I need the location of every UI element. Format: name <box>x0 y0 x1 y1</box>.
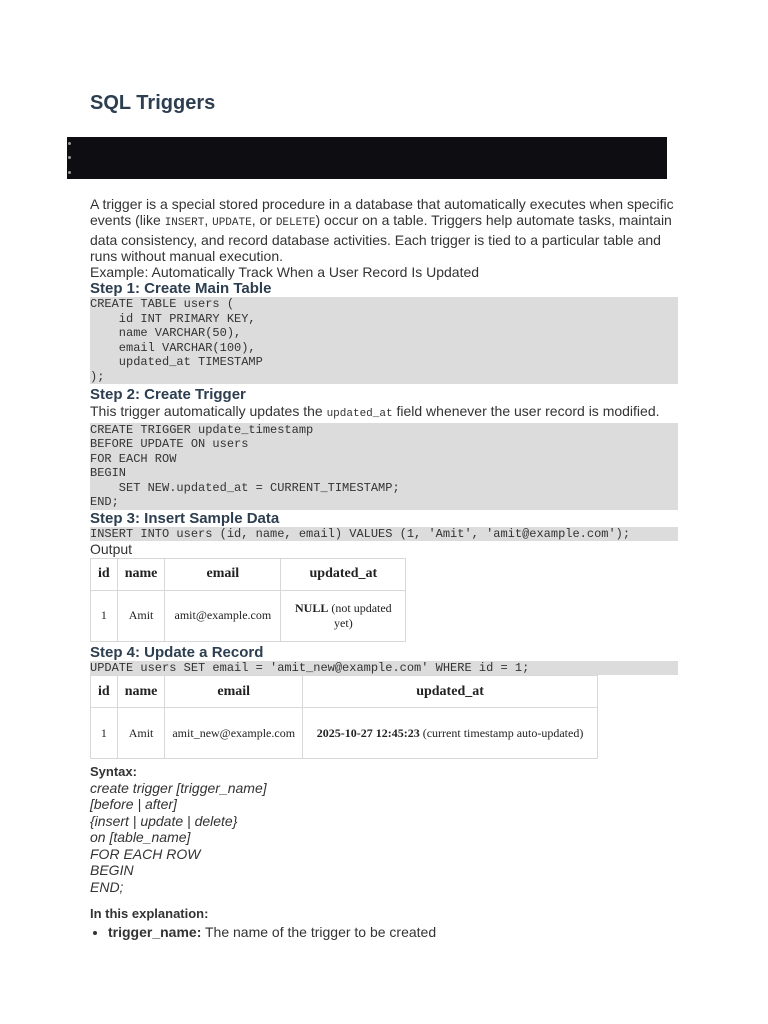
step2-heading: Step 2: Create Trigger <box>90 386 246 404</box>
table-cell: Amit <box>117 708 165 759</box>
inline-code-updated-at: updated_at <box>326 408 393 421</box>
table-cell <box>281 590 406 641</box>
step1-code-block: CREATE TABLE users ( id INT PRIMARY KEY, name VARCHAR(50), email VARCHAR(100), updated_at TIMESTAMP ); <box>90 297 678 384</box>
output-table-insert <box>90 558 406 642</box>
keyword-insert: INSERT <box>164 217 205 230</box>
column-header: email <box>165 558 281 590</box>
cell-bold-value: NULL <box>295 600 329 615</box>
cell-note: (current timestamp auto-updated) <box>419 725 584 740</box>
step1-heading: Step 1: Create Main Table <box>90 280 272 298</box>
bullet-dot <box>68 171 71 174</box>
step4-heading: Step 4: Update a Record <box>90 643 264 661</box>
table-row <box>91 708 598 759</box>
list-item-description: The name of the trigger to be created <box>201 923 437 940</box>
step2-description <box>90 403 678 422</box>
intro-text: ) occur on a table. Triggers help automate tasks, maintain data consistency, and record database activities. Each trigger is tied to a particular table and runs without manual execution. <box>90 212 672 264</box>
table-cell: amit@example.com <box>165 590 281 641</box>
cell-bold-value: 2025-10-27 12:45:23 <box>316 725 420 740</box>
step4-code-block: UPDATE users SET email = 'amit_new@example.com' WHERE id = 1; <box>90 661 678 676</box>
table-cell: 1 <box>91 590 118 641</box>
intro-text: A trigger is a special stored procedure in a database that automatically executes when specific events (like <box>90 196 674 229</box>
article-content <box>90 196 678 940</box>
syntax-heading: Syntax: <box>90 764 137 780</box>
step2-text: field whenever the user record is modified. <box>392 403 660 420</box>
keyword-delete: DELETE <box>275 217 316 230</box>
explanation-list <box>90 924 678 940</box>
cell-note: (not updated yet) <box>328 600 392 630</box>
syntax-line: [before | after] <box>90 796 177 813</box>
table-header-row <box>91 558 406 590</box>
column-header: name <box>117 558 165 590</box>
column-header: updated_at <box>281 558 406 590</box>
table-cell: amit_new@example.com <box>165 708 303 759</box>
intro-separator: , <box>204 212 213 229</box>
step3-heading: Step 3: Insert Sample Data <box>90 509 280 527</box>
list-item-term: trigger_name: <box>108 923 202 940</box>
column-header: email <box>165 676 303 708</box>
step2-code-block: CREATE TRIGGER update_timestamp BEFORE UPDATE ON users FOR EACH ROW BEGIN SET NEW.updated_at = CURRENT_TIMESTAMP; END; <box>90 423 678 510</box>
syntax-line: BEGIN <box>90 862 134 879</box>
column-header: name <box>117 676 165 708</box>
dark-banner <box>67 137 667 179</box>
syntax-line: FOR EACH ROW <box>90 845 201 862</box>
intro-separator: , or <box>251 212 276 229</box>
column-header: id <box>91 676 118 708</box>
table-cell: 1 <box>91 708 118 759</box>
column-header: updated_at <box>303 676 598 708</box>
example-line: Example: Automatically Track When a User Record Is Updated <box>90 264 480 281</box>
table-cell: Amit <box>117 590 165 641</box>
bullet-dot <box>68 142 71 145</box>
page-title: SQL Triggers <box>90 92 216 114</box>
intro-paragraph <box>90 196 678 264</box>
syntax-line: create trigger [trigger_name] <box>90 780 267 797</box>
list-item <box>108 924 678 940</box>
syntax-line: END; <box>90 878 124 895</box>
column-header: id <box>91 558 118 590</box>
explanation-heading: In this explanation: <box>90 905 209 921</box>
table-header-row <box>91 676 598 708</box>
bullet-dot <box>68 156 71 159</box>
step3-code-block: INSERT INTO users (id, name, email) VALUES (1, 'Amit', 'amit@example.com'); <box>90 527 678 542</box>
syntax-line: on [table_name] <box>90 829 191 846</box>
syntax-line: {insert | update | delete} <box>90 812 238 829</box>
table-cell <box>303 708 598 759</box>
step2-text: This trigger automatically updates the <box>90 403 327 420</box>
table-row <box>91 590 406 641</box>
keyword-update: UPDATE <box>212 217 252 230</box>
output-table-update <box>90 675 598 759</box>
output-label: Output <box>90 541 133 558</box>
